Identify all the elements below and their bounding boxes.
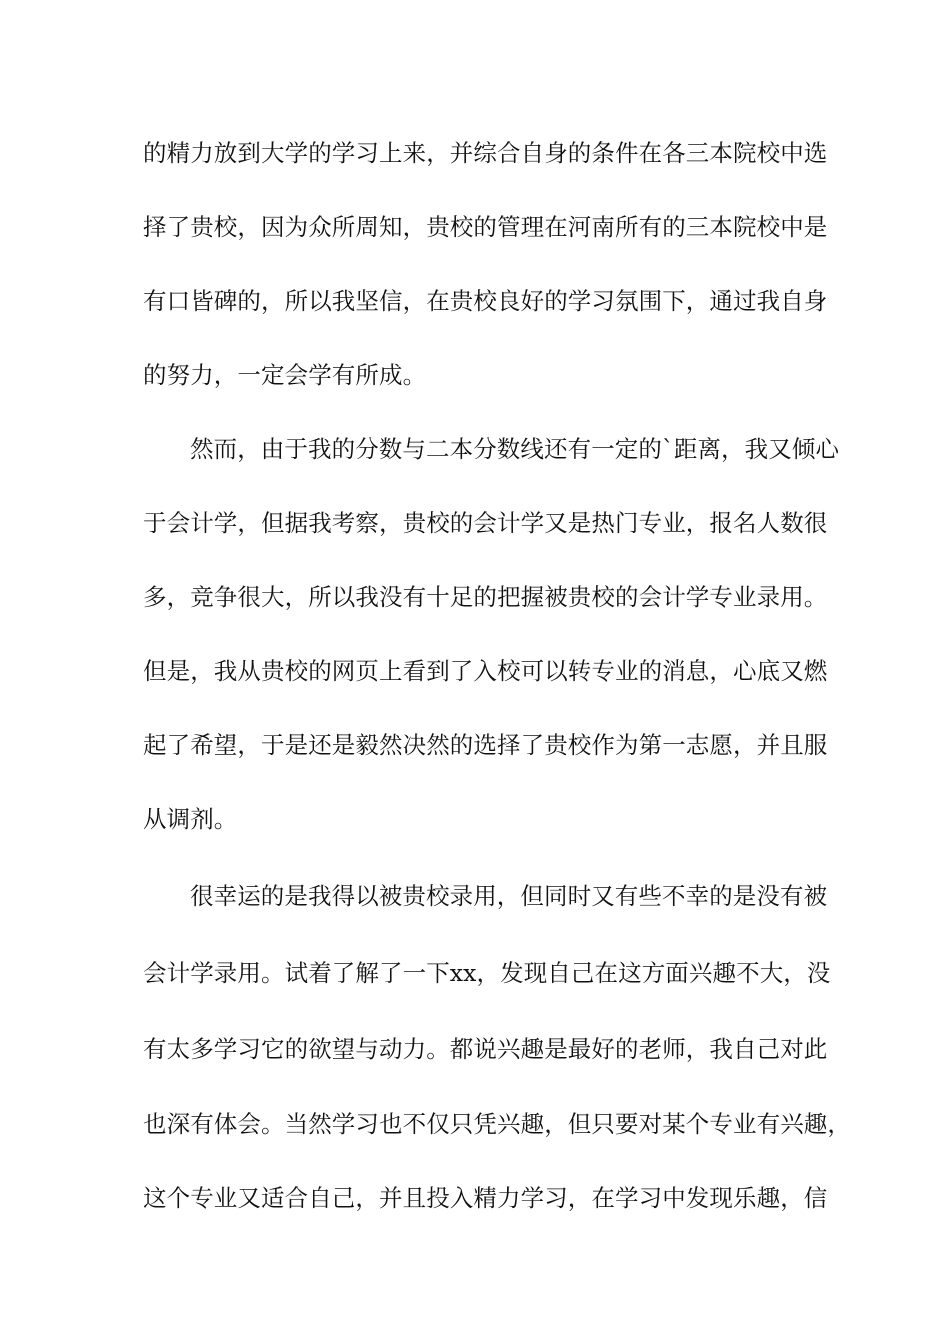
text-line: 多，竞争很大，所以我没有十足的把握被贵校的会计学专业录用。	[143, 583, 828, 611]
text-line: 但是，我从贵校的网页上看到了入校可以转专业的消息，心底又燃	[143, 657, 828, 685]
paragraph-start-line: 很幸运的是我得以被贵校录用，但同时又有些不幸的是没有被	[190, 882, 828, 910]
text-line: 也深有体会。当然学习也不仅只凭兴趣，但只要对某个专业有兴趣，	[143, 1110, 851, 1138]
text-line: 于会计学，但据我考察，贵校的会计学又是热门专业，报名人数很	[143, 509, 828, 537]
paragraph-start-line: 然而，由于我的分数与二本分数线还有一定的`距离，我又倾心	[190, 435, 840, 463]
text-line: 的努力，一定会学有所成。	[143, 361, 427, 389]
text-line: 的精力放到大学的学习上来，并综合自身的条件在各三本院校中选	[143, 139, 828, 167]
text-line: 有口皆碑的，所以我坚信，在贵校良好的学习氛围下，通过我自身	[143, 287, 828, 315]
text-line: 会计学录用。试着了解了一下xx，发现自己在这方面兴趣不大，没	[143, 959, 831, 987]
text-line: 这个专业又适合自己，并且投入精力学习，在学习中发现乐趣，信	[143, 1184, 828, 1212]
text-line: 择了贵校，因为众所周知，贵校的管理在河南所有的三本院校中是	[143, 213, 828, 241]
text-line: 有太多学习它的欲望与动力。都说兴趣是最好的老师，我自己对此	[143, 1035, 828, 1063]
text-line: 从调剂。	[143, 805, 238, 833]
text-line: 起了希望，于是还是毅然决然的选择了贵校作为第一志愿，并且服	[143, 731, 828, 759]
